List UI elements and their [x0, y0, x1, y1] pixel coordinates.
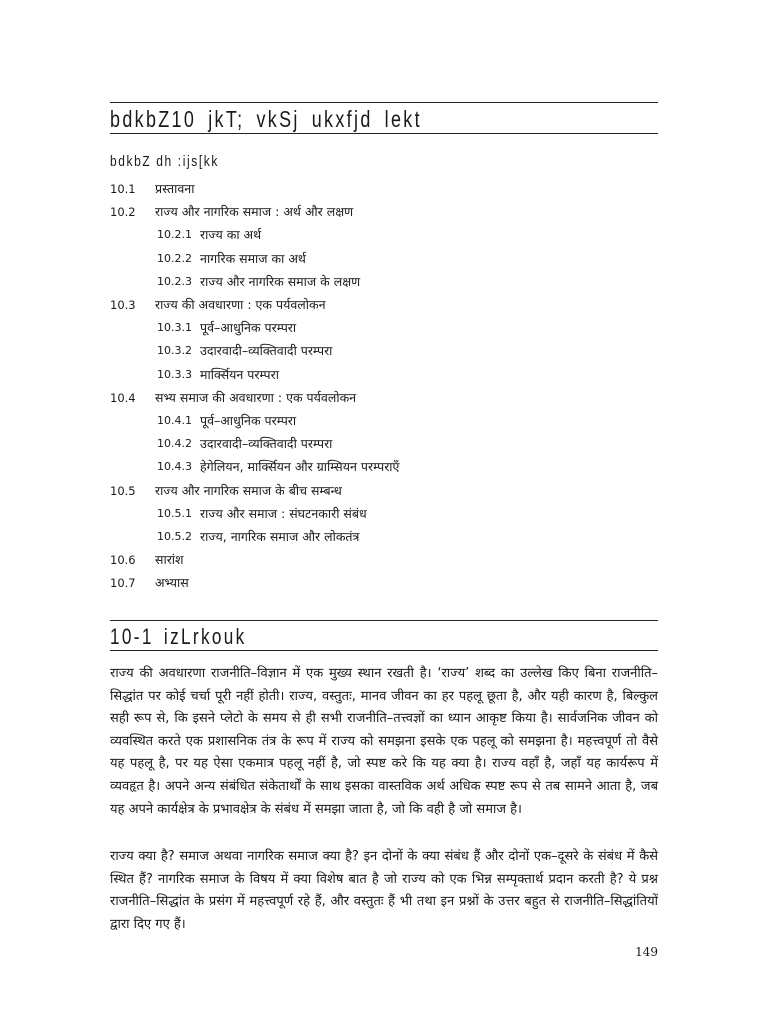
- toc-entry-number: 10.7: [110, 576, 136, 591]
- toc-entry-title: नागरिक समाज का अर्थ: [200, 250, 306, 266]
- toc-entry-number: 10.4.3: [157, 460, 192, 474]
- toc-entry-number: 10.4: [110, 390, 136, 405]
- toc-entry-number: 10.2.2: [157, 251, 192, 265]
- toc-entry-number: 10.3.1: [157, 321, 192, 335]
- section-rule-bottom: [110, 650, 658, 651]
- outline-heading: bdkbZ dh :ijs[kk: [110, 153, 219, 170]
- toc-entry-title: हेगेलियन, मार्क्सियन और ग्राम्सियन परम्पराएँ: [200, 459, 400, 475]
- page-number: 149: [635, 945, 658, 959]
- toc-entry-number: 10.5.1: [157, 506, 192, 520]
- toc-entry-number: 10.3.2: [157, 344, 192, 358]
- toc-entry-title: अभ्यास: [155, 575, 189, 591]
- section-rule-top: [110, 620, 658, 621]
- toc-entry-number: 10.5: [110, 483, 136, 498]
- toc-entry-title: मार्क्सियन परम्परा: [200, 366, 279, 382]
- toc-entry-title: पूर्व–आधुनिक परम्परा: [200, 320, 297, 336]
- unit-title: bdkbZ10 jkT; vkSj ukxfjd lekt: [110, 106, 422, 132]
- toc-entry-number: 10.4.2: [157, 437, 192, 451]
- section-title: 10-1 izLrkouk: [110, 624, 247, 649]
- toc-entry-number: 10.2.1: [157, 228, 192, 242]
- toc-entry-title: राज्य की अवधारणा : एक पर्यवलोकन: [155, 297, 326, 312]
- body-paragraph: राज्य क्या है? समाज अथवा नागरिक समाज क्या है? इन दोनों के क्या संबंध हैं और दोनों एक–दूसरे के संबंध में कैसे स्थित हैं? नागरिक समाज के विषय में क्या विशेष बात है जो राज्य को एक भिन्न सम्पृक्तार्थ प्रदान करती है? ये प्रश्न राजनीति–सिद्धांत के प्रसंग में महत्त्वपूर्ण रहे हैं, और वस्तुतः हैं भी तथा इन प्रश्नों के उत्तर बहुत से राजनीति–सिद्धांतियों द्वारा दिए गए हैं।: [110, 849, 658, 932]
- title-rule-bottom: [110, 133, 658, 134]
- toc-entry-title: पूर्व–आधुनिक परम्परा: [200, 413, 297, 428]
- toc-entry-title: सारांश: [155, 552, 184, 568]
- toc-entry-title: राज्य, नागरिक समाज और लोकतंत्र: [200, 529, 360, 544]
- title-rule-top: [110, 102, 658, 103]
- toc-entry-title: उदारवादी–व्यक्तिवादी परम्परा: [200, 343, 333, 359]
- toc-entry-title: राज्य का अर्थ: [200, 227, 262, 243]
- toc-entry-title: उदारवादी–व्यक्तिवादी परम्परा: [200, 436, 333, 452]
- toc-entry-title: प्रस्तावना: [155, 181, 195, 196]
- toc-entry-number: 10.1: [110, 182, 136, 196]
- toc-entry-number: 10.3: [110, 298, 136, 312]
- toc-entry-title: राज्य और समाज : संघटनकारी संबंध: [200, 505, 367, 521]
- toc-entry-title: राज्य और नागरिक समाज : अर्थ और लक्षण: [155, 204, 354, 220]
- toc-entry-title: सभ्य समाज की अवधारणा : एक पर्यवलोकन: [155, 389, 357, 405]
- body-paragraph: राज्य की अवधारणा राजनीति–विज्ञान में एक मुख्य स्थान रखती है। ‘राज्य’ शब्द का उल्लेख किए बिना राजनीति–सिद्धांत पर कोई चर्चा पूरी नहीं होती। राज्य, वस्तुतः, मानव जीवन का हर पहलू छूता है, और यही कारण है, बिल्कुल सही रूप से, कि इसने प्लेटो के समय से ही सभी राजनीति–तत्त्वज्ञों का ध्यान आकृष्ट किया है। सार्वजनिक जीवन को व्यवस्थित करते एक प्रशासनिक तंत्र के रूप में राज्य को समझना इसके एक पहलू को समझना है। महत्त्वपूर्ण तो वैसे यह पहलू है, पर यह ऐसा एकमात्र पहलू नहीं है, जो स्पष्ट करे कि यह क्या है। राज्य वहाँ है, जहाँ यह कार्यरूप में व्यवहृत है। अपने अन्य संबंधित संकेतार्थों के साथ इसका वास्तविक अर्थ अधिक स्पष्ट रूप से तब सामने आता है, जब यह अपने कार्यक्षेत्र के प्रभावक्षेत्र के संबंध में समझा जाता है, जो कि वही है जो समाज है।: [110, 666, 658, 817]
- toc-entry-number: 10.6: [110, 553, 136, 568]
- toc-entry-number: 10.5.2: [157, 530, 192, 543]
- toc-entry-number: 10.2: [110, 205, 136, 220]
- toc-entry-title: राज्य और नागरिक समाज के बीच सम्बन्ध: [155, 482, 342, 498]
- toc-entry-title: राज्य और नागरिक समाज के लक्षण: [200, 273, 361, 289]
- toc-entry-number: 10.4.1: [157, 414, 192, 427]
- toc-entry-number: 10.3.3: [157, 367, 192, 381]
- toc-entry-number: 10.2.3: [157, 274, 192, 288]
